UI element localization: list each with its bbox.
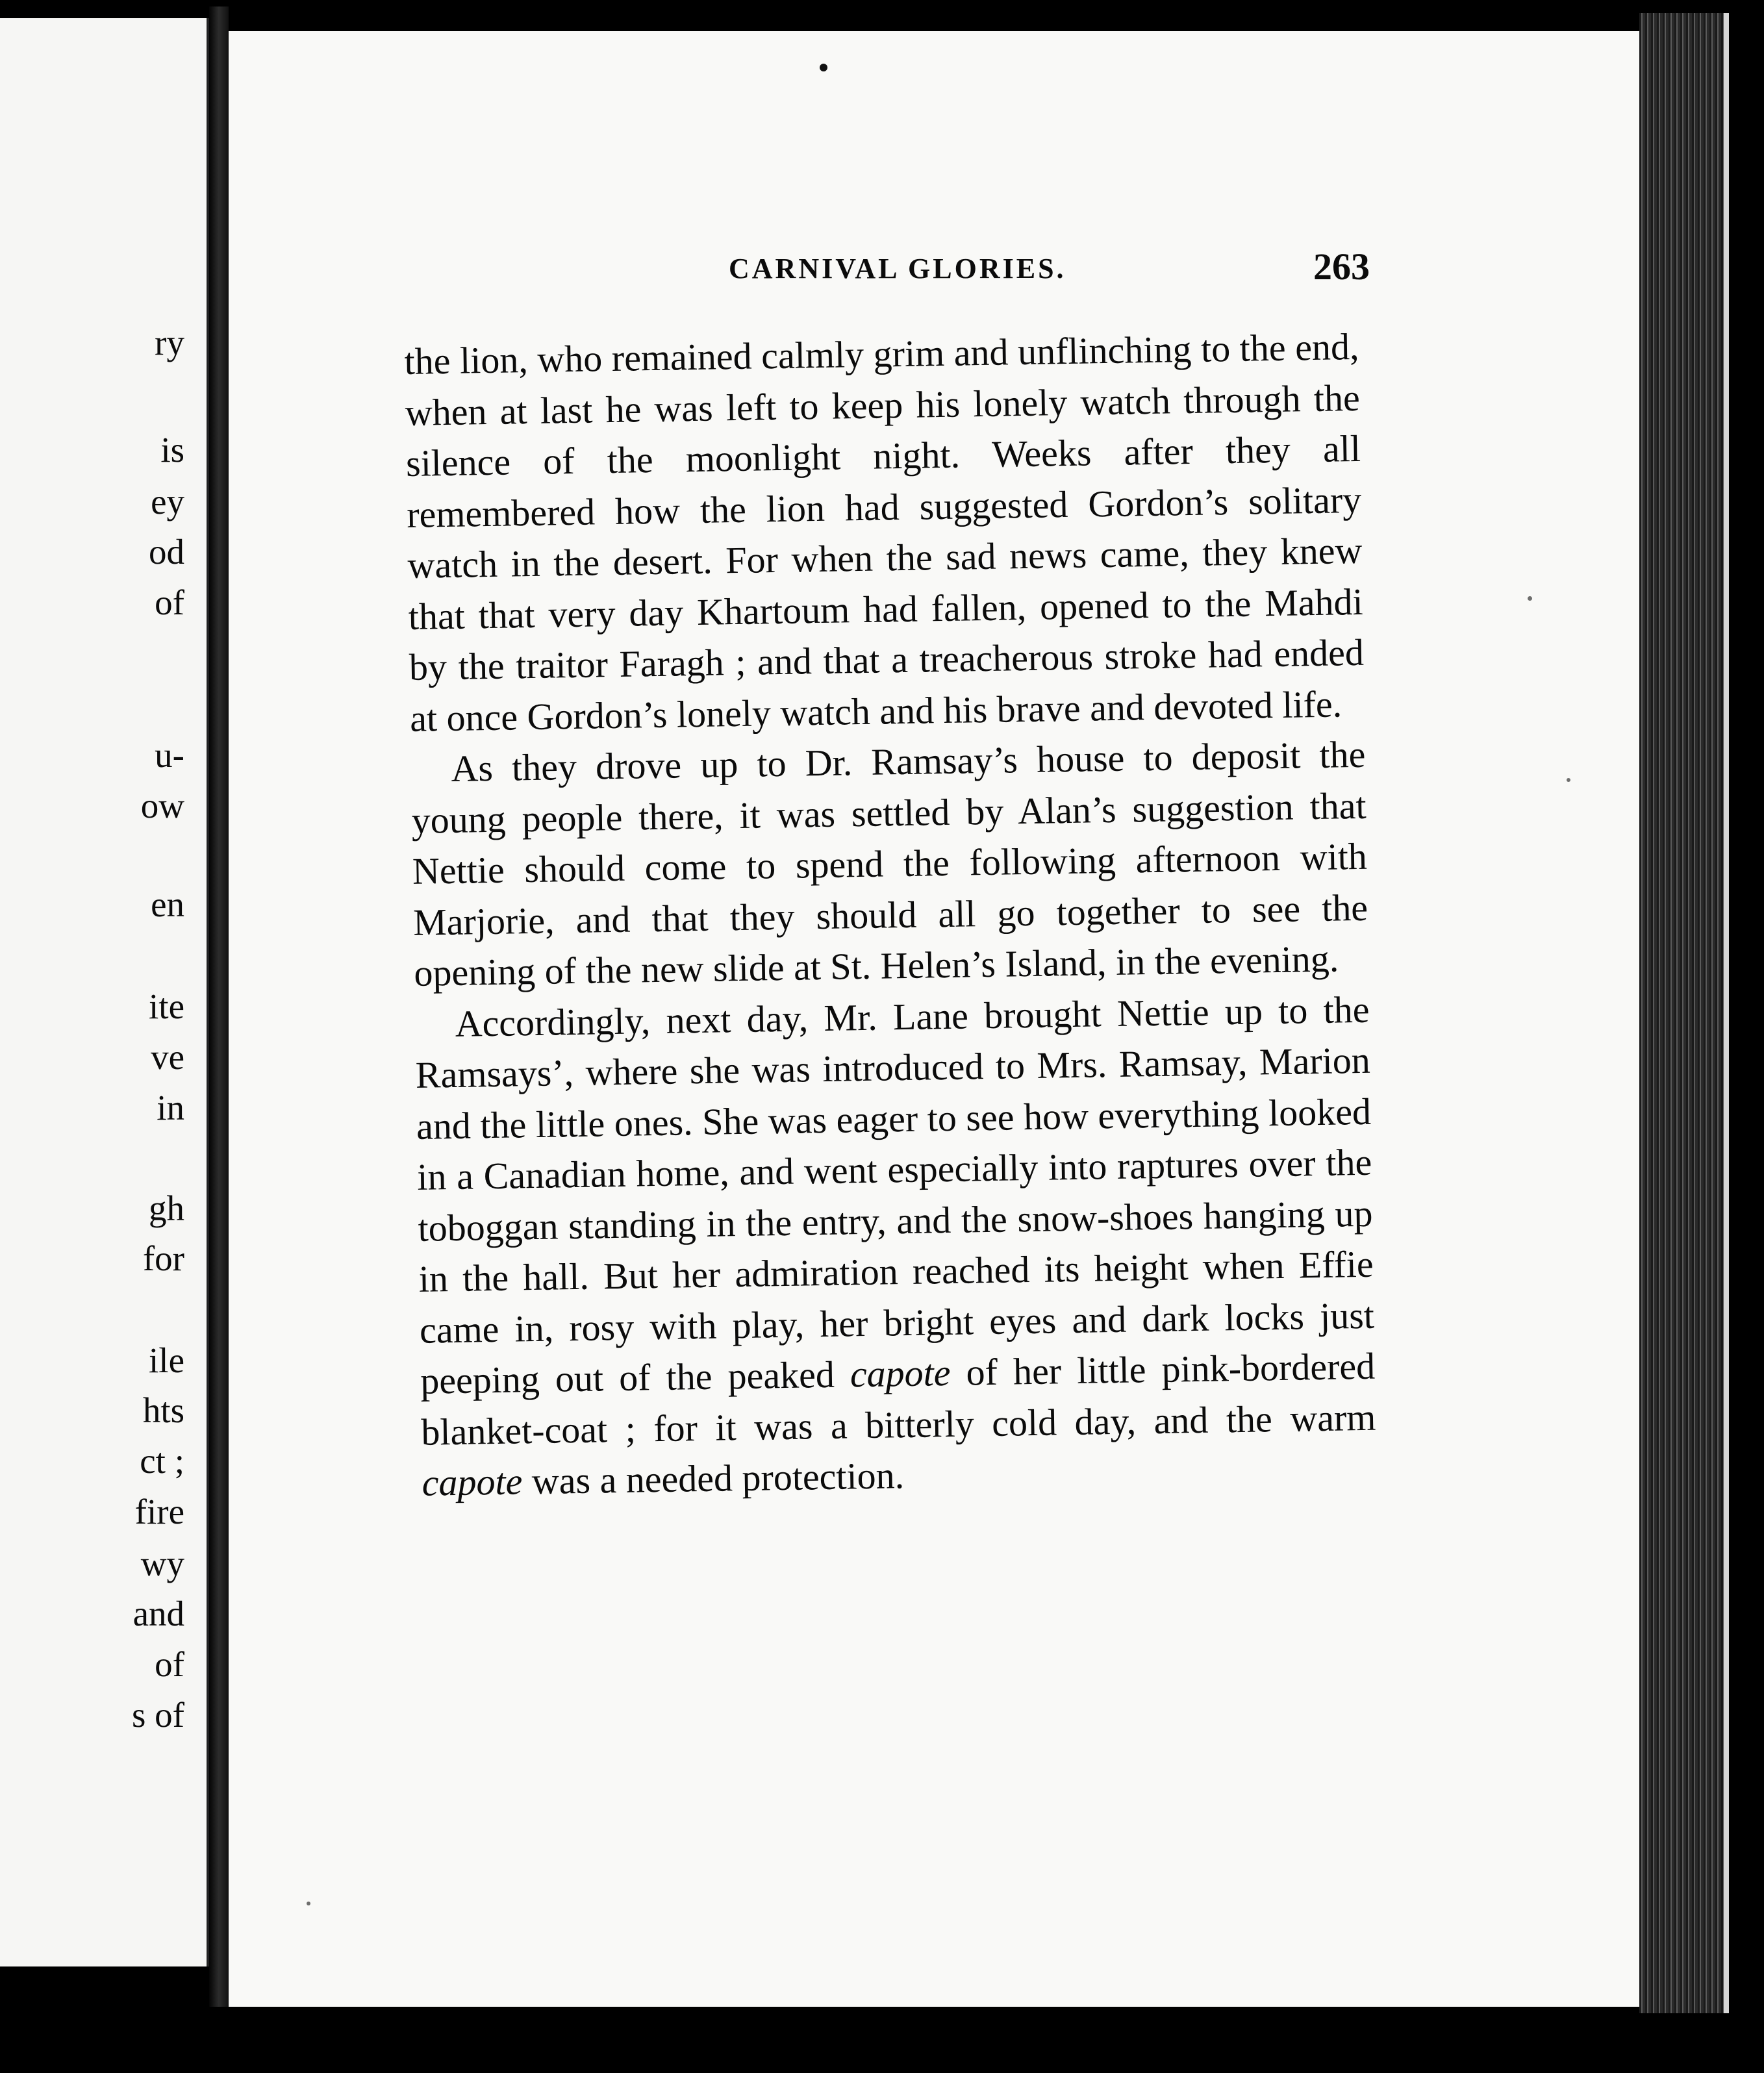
left-page-line: ite xyxy=(149,986,184,1026)
text-run: Accordingly, next day, Mr. Lane brought Nettie up to the Ramsays’, where she was introduced to Mrs. Ramsay, Marion and the little ones. She was eager to see how everything looked in a Canadian home, and went especially into raptures over the toboggan standing in the entry, and the snow-shoes hanging up in the hall. But her admiration reached its height when Effie came in, rosy with play, her bright eyes and dark locks just peeping out of the peaked xyxy=(415,988,1375,1402)
running-title: CARNIVAL GLORIES. xyxy=(729,253,1066,284)
book-page xyxy=(229,31,1639,2007)
left-page-line: gh xyxy=(149,1188,184,1228)
left-page-line: ile xyxy=(149,1340,184,1380)
left-page-line: of xyxy=(155,1644,184,1684)
ink-speck xyxy=(820,64,827,71)
left-page-line: ct ; xyxy=(140,1441,184,1481)
left-page-line: ve xyxy=(151,1037,184,1077)
left-page-line: en xyxy=(151,885,184,924)
left-page-line: od xyxy=(149,532,184,572)
left-page-line: s of xyxy=(132,1695,184,1735)
running-head xyxy=(229,216,1639,288)
left-page-line: u- xyxy=(155,735,184,775)
page-edges xyxy=(1639,13,1729,2013)
left-page-line: ry xyxy=(155,323,184,362)
ink-speck xyxy=(307,1902,310,1905)
ink-speck xyxy=(1528,596,1532,601)
text-run: was a needed protection. xyxy=(531,1454,905,1503)
left-facing-page xyxy=(0,18,209,1966)
left-page-line: and xyxy=(132,1594,184,1633)
left-page-line: for xyxy=(142,1238,184,1278)
paragraph: the lion, who remained calmly grim and unflinching to the end, when at last he was left to keep his lonely watch through the silence of the moonlight night. Weeks after they all remembered how the lion had suggested Gordon’s solitary watch in the desert. For when the sad news came, they knew that that very day Khartoum had fallen, opened to the Mahdi by the traitor Faragh ; and that a treacherous stroke had ended at once Gordon’s lonely watch and his brave and devoted life. xyxy=(404,325,1365,740)
italic-word: capote xyxy=(850,1351,951,1396)
left-page-line: of xyxy=(155,583,184,622)
page-number: 263 xyxy=(1313,245,1370,288)
left-page-line: ow xyxy=(140,786,184,825)
text-run: of her little pink-bordered blanket-coat ; for it was a bitterly cold day, and the warm xyxy=(420,1344,1376,1453)
body-text xyxy=(404,321,1377,1509)
left-page-line: in xyxy=(157,1088,184,1127)
left-page-line: hts xyxy=(142,1390,184,1430)
paragraph xyxy=(414,984,1377,1509)
italic-word: capote xyxy=(422,1460,523,1504)
ink-speck xyxy=(1567,778,1570,782)
book-gutter xyxy=(209,6,229,2007)
left-page-line: fire xyxy=(134,1492,184,1531)
paragraph: As they drove up to Dr. Ramsay’s house to deposit the young people there, it was settled by Alan’s suggestion that Nettie should come to spend the following afternoon with Marjorie, and that they should all go together to see the opening of the new slide at St. Helen’s Island, in the evening. xyxy=(411,733,1368,994)
left-page-line: is xyxy=(160,430,184,470)
left-page-line: ey xyxy=(151,482,184,521)
left-page-line: wy xyxy=(140,1544,184,1583)
